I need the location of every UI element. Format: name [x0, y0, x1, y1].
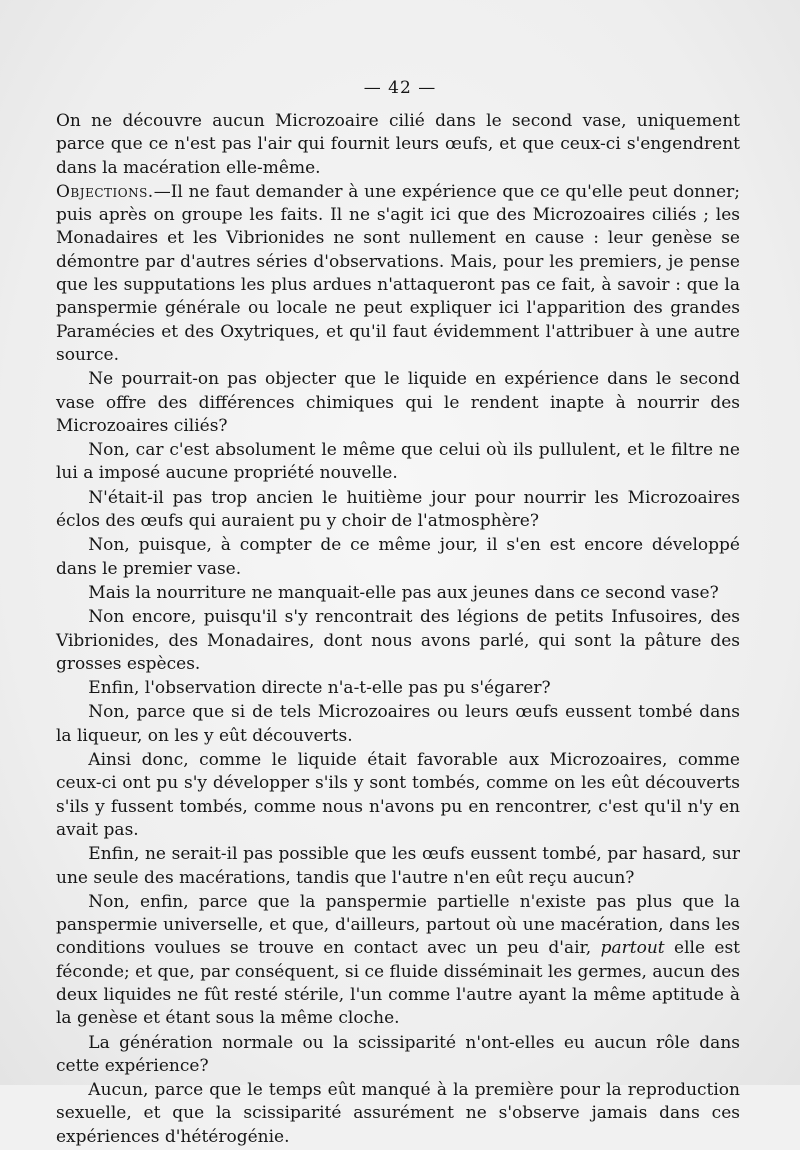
paragraph-1: On ne découvre aucun Microzoaire cilié dans le second vase, uniquement parce que ce n'est pas l'air qui fournit leurs œufs, et que ceux-ci s'engendrent dans la macération elle-même. [56, 111, 740, 178]
paragraph-11: Ainsi donc, comme le liquide était favorable aux Microzoaires, comme ceux-ci ont pu s'y développer s'ils y sont tombés, comme on les eût découverts s'ils y fussent tombés, comme nous n'avons pu en rencontrer, c'est qu'il n'y en avait pas. [56, 750, 740, 840]
paragraph-13-part-b: elle est féconde; et que, par conséquent, si ce fluide disséminait les germes, aucun des deux liquides ne fût resté stérile, l'un comme l'autre ayant la même aptitude à la genèse et étant sous la même cloche. [56, 938, 741, 1029]
page-number: — 42 — [363, 78, 437, 98]
paragraph-6: Non, puisque, à compter de ce même jour, il s'en est encore développé dans le premier vase. [56, 535, 740, 579]
paragraph-5: N'était-il pas trop ancien le huitième jour pour nourrir les Microzoaires éclos des œufs qui auraient pu y choir de l'atmosphère? [56, 487, 740, 532]
paragraph-2 [56, 181, 740, 367]
paragraph-9: Enfin, l'observation directe n'a-t-elle pas pu s'égarer? [88, 678, 551, 699]
paragraph-13 [56, 891, 740, 1031]
paragraph-14: La génération normale ou la scissiparité n'ont-elles eu aucun rôle dans cette expérience? [56, 1032, 740, 1076]
emphasis-partout: partout [600, 938, 665, 959]
objections-heading: Objections. [56, 181, 154, 202]
paragraph-2-text: —Il ne faut demander à une expérience que ce qu'elle peut donner; puis après on groupe les faits. Il ne s'agit ici que des Microzoaires ciliés ; les Monadaires et les Vibrionides ne sont nullement en cause : leur genèse se démontre par d'autres séries d'observations. Mais, pour les premiers, je pense que les supputations les plus ardues n'attaqueront pas ce fait, à savoir : que la panspermie générale ou locale ne peut expliquer ici l'apparition des grandes Paramécies et des Oxytriques, et qu'il faut évidemment l'attribuer à une autre source. [56, 181, 740, 365]
paragraph-7: Mais la nourriture ne manquait-elle pas aux jeunes dans ce second vase? [88, 582, 719, 603]
paragraph-13-part-a: Non, enfin, parce que la panspermie partielle n'existe pas plus que la panspermie universelle, et que, d'ailleurs, partout où une macération, dans les conditions voulues se trouve en contact avec un peu d'air, [56, 891, 740, 959]
paragraph-3: Ne pourrait-on pas objecter que le liquide en expérience dans le second vase offre des différences chimiques qui le rendent inapte à nourrir des Microzoaires ciliés? [56, 369, 740, 436]
paragraph-15: Aucun, parce que le temps eût manqué à la première pour la reproduction sexuelle, et que la scissiparité assurément ne s'observe jamais dans ces expériences d'hétérogénie. [56, 1080, 740, 1147]
paragraph-12: Enfin, ne serait-il pas possible que les œufs eussent tombé, par hasard, sur une seule des macérations, tandis que l'autre n'en eût reçu aucun? [56, 844, 740, 888]
paragraph-10: Non, parce que si de tels Microzoaires ou leurs œufs eussent tombé dans la liqueur, on les y eût découverts. [56, 702, 740, 746]
paragraph-4: Non, car c'est absolument le même que celui où ils pullulent, et le filtre ne lui a imposé aucune propriété nouvelle. [56, 440, 740, 484]
page-body [56, 110, 740, 1150]
paragraph-8: Non encore, puisqu'il s'y rencontrait des légions de petits Infusoires, des Vibrionides, des Monadaires, dont nous avons parlé, qui sont la pâture des grosses espèces. [56, 607, 740, 674]
